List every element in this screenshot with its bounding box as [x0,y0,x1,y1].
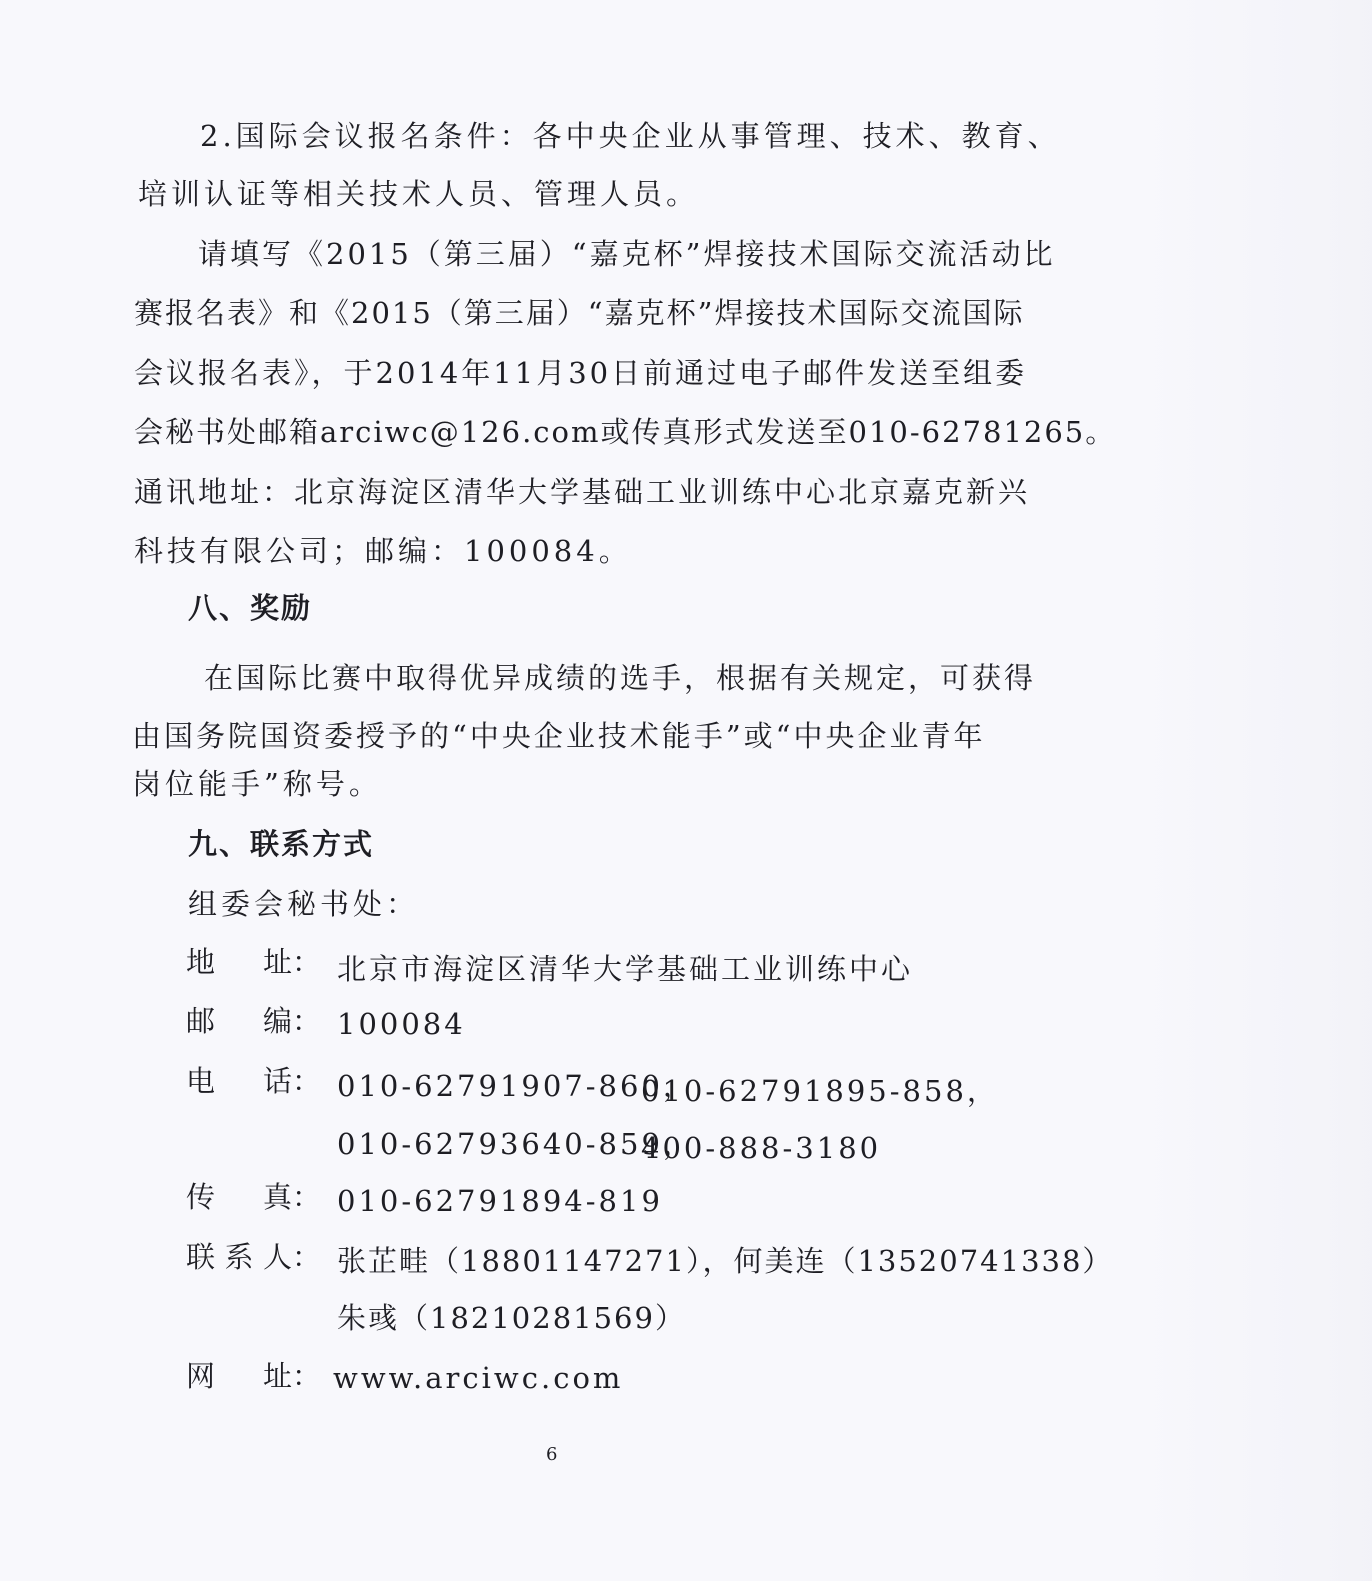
registration-line-2: 赛报名表》和《2015（第三届）“嘉克杯”焊接技术国际交流国际 [134,296,1025,330]
contact-person-label: 联 系 人： [186,1240,321,1274]
organizer-secretariat: 组委会秘书处： [188,887,420,921]
phone-value-1: 010-62791907-860， [337,1069,695,1103]
website-label: 网 址： [186,1359,321,1393]
conference-eligibility-line-2: 培训认证等相关技术人员、管理人员。 [138,177,700,211]
phone-value-2: 010-62791895-858， [641,1074,999,1108]
awards-line-3: 岗位能手”称号。 [132,767,382,801]
registration-line-5: 通讯地址：北京海淀区清华大学基础工业训练中心北京嘉克新兴 [134,475,1031,509]
website-value: www.arciwc.com [333,1361,624,1395]
phone-value-3: 010-62793640-859， [337,1127,695,1161]
address-label: 地 址： [186,945,321,979]
fax-label: 传 真： [186,1180,321,1214]
page-number: 6 [546,1444,558,1465]
postcode-label: 邮 编： [186,1004,321,1038]
phone-value-4: 400-888-3180 [641,1131,882,1165]
conference-eligibility-line-1: 2.国际会议报名条件：各中央企业从事管理、技术、教育、 [200,119,1061,153]
contact-persons-line-1: 张芷畦（18801147271），何美连（13520741338） [337,1244,1114,1278]
address-value: 北京市海淀区清华大学基础工业训练中心 [337,952,914,986]
registration-line-3: 会议报名表》，于2014年11月30日前通过电子邮件发送至组委 [134,356,1028,390]
scan-shading [1132,0,1372,1581]
awards-line-2: 由国务院国资委授予的“中央企业技术能手”或“中央企业青年 [132,719,986,753]
registration-line-4: 会秘书处邮箱arciwc@126.com或传真形式发送至010-62781265。 [134,415,1117,449]
section-heading-contact: 九、联系方式 [188,827,375,861]
registration-line-1: 请填写《2015（第三届）“嘉克杯”焊接技术国际交流活动比 [198,237,1056,271]
phone-label: 电 话： [186,1064,321,1098]
awards-line-1: 在国际比赛中取得优异成绩的选手，根据有关规定，可获得 [204,661,1037,695]
contact-persons-line-2: 朱彧（18210281569） [337,1301,686,1335]
section-heading-awards: 八、奖励 [188,591,313,625]
registration-line-6: 科技有限公司；邮编：100084。 [134,534,632,568]
fax-value: 010-62791894-819 [337,1184,663,1218]
postcode-value: 100084 [337,1007,466,1041]
